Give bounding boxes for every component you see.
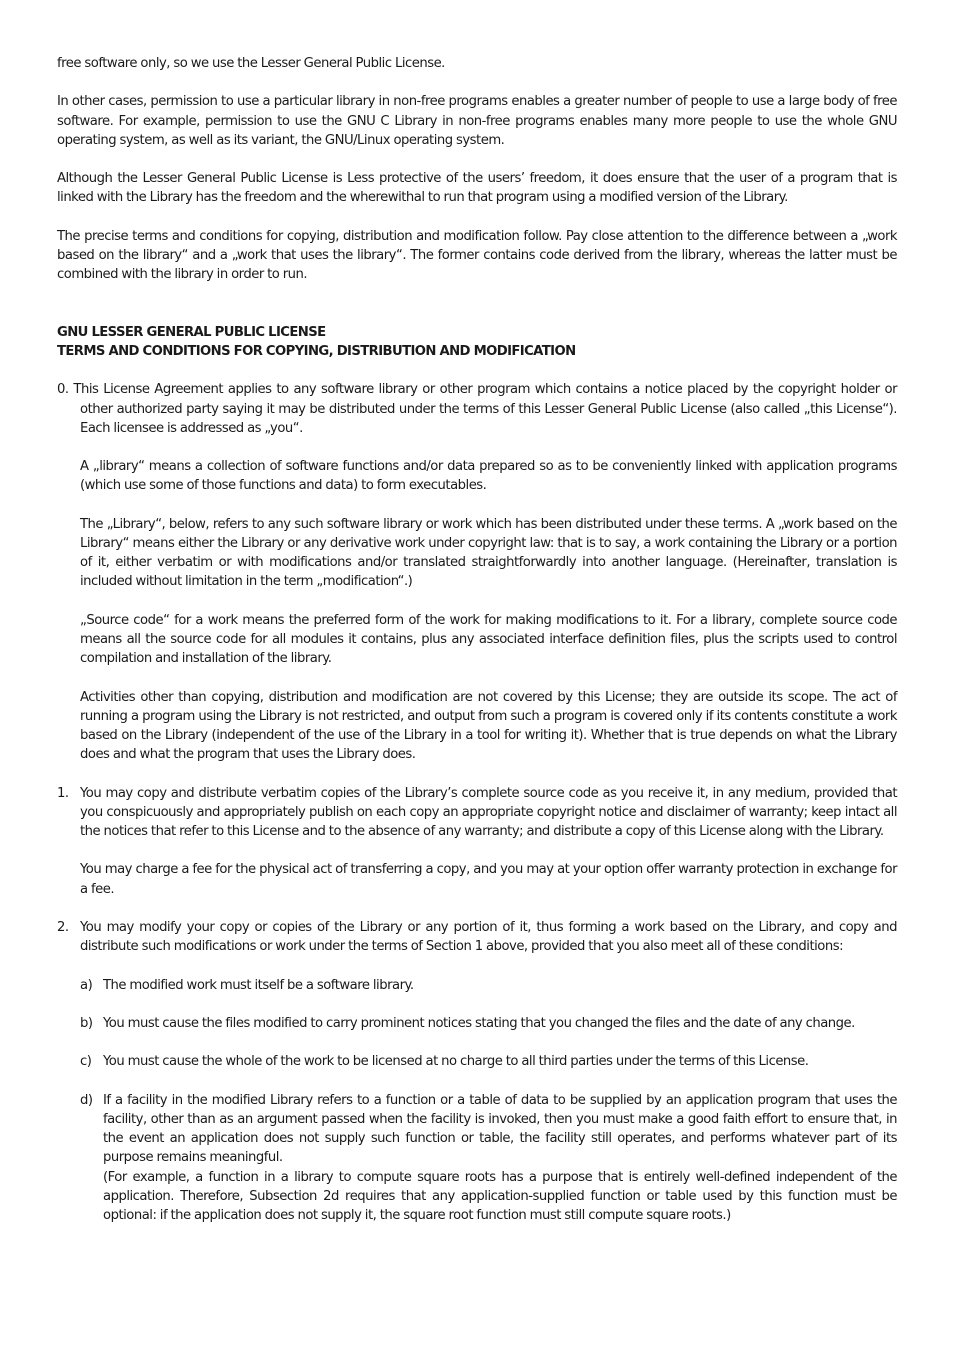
terms-heading: TERMS AND CONDITIONS FOR COPYING, DISTRIBUTION AND MODIFICATION — [57, 343, 576, 359]
condition-c-label: c) — [80, 1054, 92, 1070]
condition-a — [57, 976, 897, 995]
section-1 — [57, 784, 897, 899]
license-heading: GNU LESSER GENERAL PUBLIC LICENSE — [57, 324, 326, 340]
section-1-para-1: You may copy and distribute verbatim copies of the Library’s complete source code as you receive it, in any medium, provided that you conspicuously and appropriately publish on each copy an appropriate copyright notice and disclaimer of warranty; keep intact all the notices that refer to this License and to the absence of any warranty; and distribute a copy of this License along with the Library. — [80, 785, 897, 839]
section-0-para-1: A „library“ means a collection of software functions and/or data prepared so as to be conveniently linked with application programs (which use some of those functions and data) to form executables. — [80, 459, 897, 494]
section-0-para-3: „Source code“ for a work means the preferred form of the work for making modifications to it. For a library, complete source code means all the source code for all modules it contains, plus any associated interface definition files, plus the scripts used to control compilation and installation of the library. — [80, 612, 897, 667]
condition-a-label: a) — [80, 977, 93, 993]
section-2 — [57, 918, 897, 956]
condition-b-text: You must cause the files modified to carry prominent notices stating that you changed the files and the date of any change. — [103, 1015, 855, 1031]
condition-d-label: d) — [80, 1092, 93, 1108]
section-1-para-2: You may charge a fee for the physical act of transferring a copy, and you may at your option offer warranty protection in exchange for a fee. — [80, 862, 897, 897]
section-0-para-2: The „Library“, below, refers to any such software library or work which has been distributed under these terms. A „work based on the Library“ means either the Library or any derivative work under copyright law: that is to say, a work containing the Library or a portion of it, either verbatim or with modifications and/or translated straightforwardly into another language. (Hereinafter, translation is included without limitation in the term „modification“.) — [80, 516, 897, 590]
section-2-number: 2. — [57, 919, 69, 935]
intro-paragraph-3: Although the Lesser General Public License is Less protective of the users’ freedom, it does ensure that the user of a program that is linked with the Library has the freedom and the wherewithal to run that program using a modified version of the Library. — [57, 171, 897, 206]
condition-b-label: b) — [80, 1015, 93, 1031]
condition-d-note: (For example, a function in a library to compute square roots has a purpose that is entirely well-defined independent of the application. Therefore, Subsection 2d requires that any application-supplied function or table used by this function must be optional: if the application does not supply it, the square root function must still compute square roots.) — [103, 1169, 897, 1223]
section-0-body — [57, 438, 897, 764]
section-1-number: 1. — [57, 785, 69, 801]
intro-paragraph-1: free software only, so we use the Lesser General Public License. — [57, 56, 445, 71]
condition-d — [57, 1091, 897, 1225]
condition-c — [57, 1052, 897, 1071]
section-2-text: You may modify your copy or copies of the Library or any portion of it, thus forming a work based on the Library, and copy and distribute such modifications or work under the terms of Section 1 above, provided that you also meet all of these conditions: — [80, 919, 897, 955]
intro-paragraph-4: The precise terms and conditions for copying, distribution and modification follow. Pay close attention to the difference between a „work based on the library“ and a „work that uses the library“. The former contains code derived from the library, whereas the latter must be combined with the library in order to run. — [57, 228, 897, 283]
condition-c-text: You must cause the whole of the work to be licensed at no charge to all third parties under the terms of this License. — [103, 1054, 809, 1070]
condition-d-text: If a facility in the modified Library refers to a function or a table of data to be supplied by an application program that uses the facility, other than as an argument passed when the facility is invoked, then you must make a good faith effort to ensure that, in the event an application does not supply such function or table, the facility still operates, and performs whatever part of its purpose remains meaningful. — [103, 1092, 897, 1166]
section-0-para-4: Activities other than copying, distribution and modification are not covered by this License; they are outside its scope. The act of running a program using the Library is not restricted, and output from such a program is covered only if its contents constitute a work based on the Library (independent of the use of the Library in a tool for writing it). Whether that is true depends on what the Library does and what the program that uses the Library does. — [80, 689, 897, 763]
document-page — [57, 54, 897, 1225]
intro-paragraph-2: In other cases, permission to use a particular library in non-free programs enables a greater number of people to use a large body of free software. For example, permission to use the GNU C Library in non-free programs enables many more people to use the whole GNU operating system, as well as its variant, the GNU/Linux operating system. — [57, 94, 897, 148]
section-0-first: 0. This License Agreement applies to any software library or other program which contains a notice placed by the copyright holder or other authorized party saying it may be distributed under the terms of this Lesser General Public License (also called „this License“). Each licensee is addressed as „you“. — [57, 382, 897, 436]
section-0 — [57, 380, 897, 438]
condition-b — [57, 1014, 897, 1033]
condition-a-text: The modified work must itself be a software library. — [103, 977, 414, 993]
